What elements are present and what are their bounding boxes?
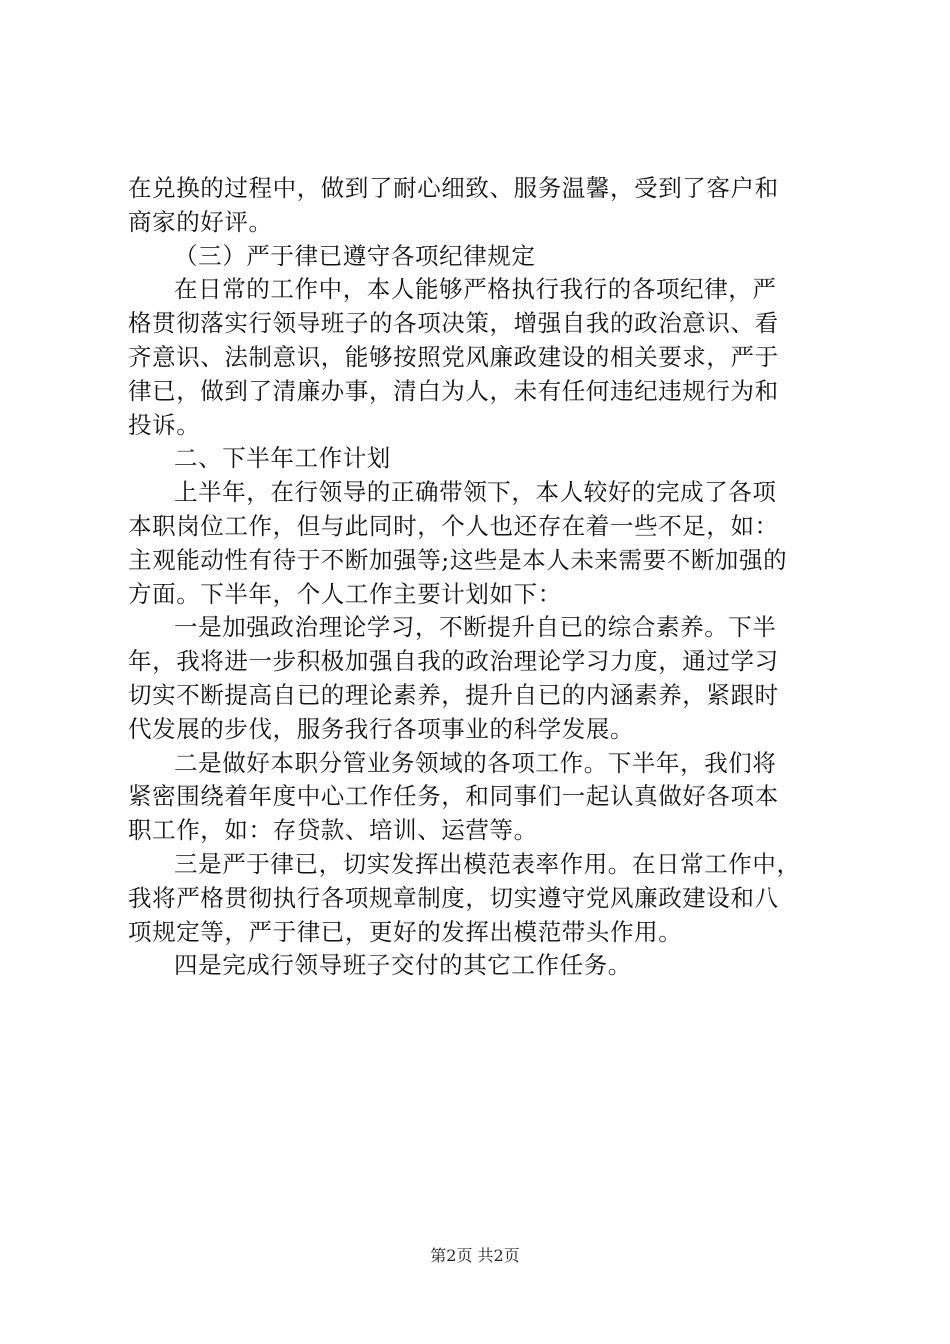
body-line: 项规定等，严于律已，更好的发挥出模范带头作用。 xyxy=(128,917,683,946)
body-line: 一是加强政治理论学习，不断提升自已的综合素养。下半 xyxy=(174,613,777,642)
body-line: 上半年，在行领导的正确带领下，本人较好的完成了各项 xyxy=(174,478,777,507)
body-line: 商家的好评。 xyxy=(128,207,273,236)
body-line: 职工作，如：存贷款、培训、运营等。 xyxy=(128,816,538,845)
body-line: 二是做好本职分管业务领域的各项工作。下半年，我们将 xyxy=(174,748,777,777)
body-line: 在日常的工作中，本人能够严格执行我行的各项纪律，严 xyxy=(174,275,777,304)
body-line: 三是严于律已，切实发挥出模范表率作用。在日常工作中， xyxy=(174,849,801,878)
body-line: 代发展的步伐，服务我行各项事业的科学发展。 xyxy=(128,714,635,743)
body-line: 主观能动性有待于不断加强等;这些是本人未来需要不断加强的 xyxy=(128,545,788,574)
body-line: 本职岗位工作，但与此同时，个人也还存在着一些不足，如： xyxy=(128,511,779,540)
section-heading: （三）严于律已遵守各项纪律规定 xyxy=(174,241,536,270)
body-line: 格贯彻落实行领导班子的各项决策，增强自我的政治意识、看 xyxy=(128,309,779,338)
body-line: 年，我将进一步积极加强自我的政治理论学习力度，通过学习 xyxy=(128,647,779,676)
body-line: 紧密围绕着年度中心工作任务，和同事们一起认真做好各项本 xyxy=(128,782,779,811)
body-line: 四是完成行领导班子交付的其它工作任务。 xyxy=(174,951,632,980)
page-number-footer: 第2页 共2页 xyxy=(430,1246,520,1265)
section-heading: 二、下半年工作计划 xyxy=(174,444,391,473)
body-line: 方面。下半年，个人工作主要计划如下： xyxy=(128,579,562,608)
body-line: 齐意识、法制意识，能够按照党风廉政建设的相关要求，严于 xyxy=(128,342,779,371)
body-line: 切实不断提高自已的理论素养，提升自已的内涵素养，紧跟时 xyxy=(128,680,779,709)
body-line: 律已，做到了清廉办事，清白为人，未有任何违纪违规行为和 xyxy=(128,376,779,405)
body-line: 在兑换的过程中，做到了耐心细致、服务温馨，受到了客户和 xyxy=(128,174,779,202)
document-body xyxy=(128,172,828,983)
body-line: 投诉。 xyxy=(128,410,201,439)
body-line: 我将严格贯彻执行各项规章制度，切实遵守党风廉政建设和八 xyxy=(128,883,779,912)
